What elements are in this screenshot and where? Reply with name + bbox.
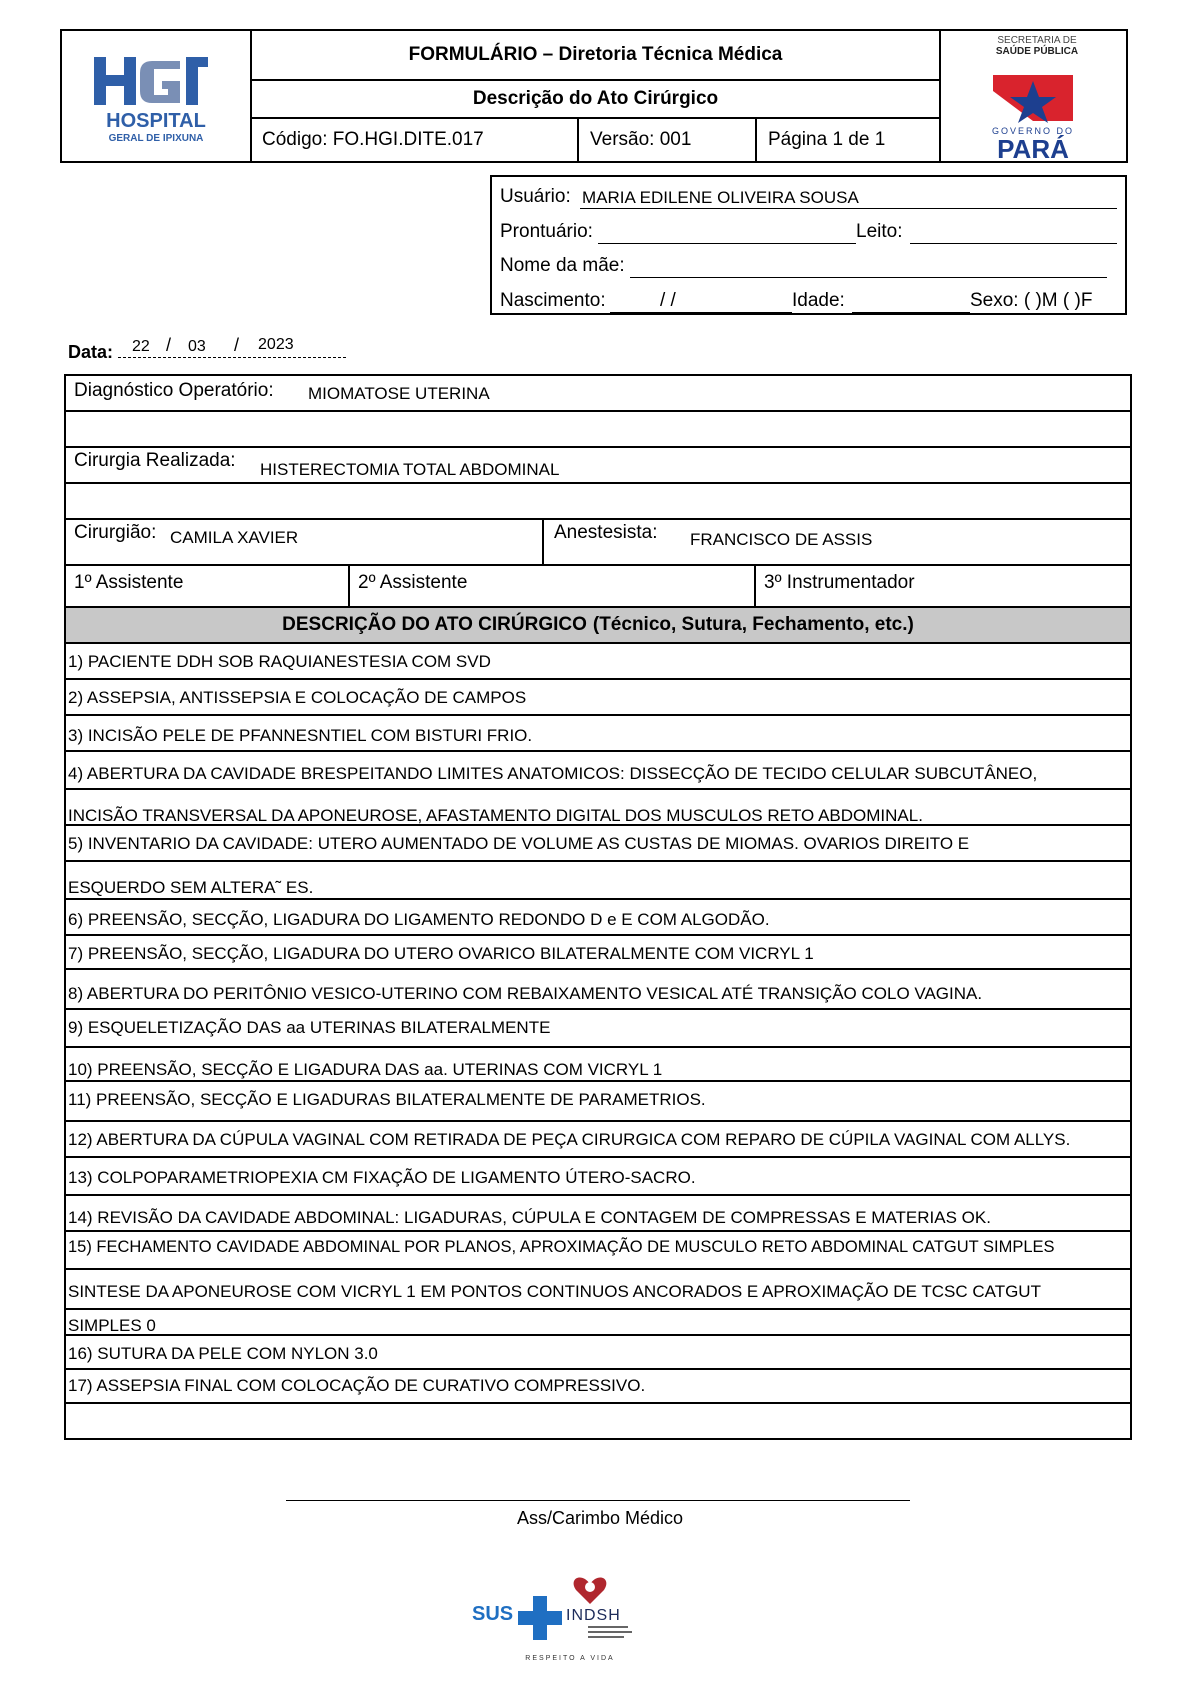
form-version: Versão: 001 [590,129,692,150]
assistentes-row [66,566,1130,608]
svg-text:SECRETARIA DE: SECRETARIA DE [997,35,1077,46]
step-row [66,1232,1130,1270]
instrumentador-label: 3º Instrumentador [764,572,915,593]
step-text: SINTESE DA APONEUROSE COM VICRYL 1 EM PONTOS CONTINUOS ANCORADOS E APROXIMAÇÃO DE TCSC CATGUT [68,1282,1041,1301]
step-row [66,1310,1130,1336]
form-subtitle: Descrição do Ato Cirúrgico [472,88,719,109]
step-text: 15) FECHAMENTO CAVIDADE ABDOMINAL POR PLANOS, APROXIMAÇÃO DE MUSCULO RETO ABDOMINAL CATGUT SIMPLES [68,1238,1055,1256]
svg-text:SAÚDE PÚBLICA: SAÚDE PÚBLICA [995,46,1079,57]
step-text: 17) ASSEPSIA FINAL COM COLOCAÇÃO DE CURATIVO COMPRESSIVO. [68,1376,646,1395]
step-text: 16) SUTURA DA PELE COM NYLON 3.0 [68,1344,378,1363]
step-row [66,1048,1130,1082]
date-label: Data: [68,342,114,362]
step-row [66,752,1130,790]
step-text: 2) ASSEPSIA, ANTISSEPSIA E COLOCAÇÃO DE CAMPOS [68,688,527,707]
svg-text:HOSPITAL: HOSPITAL [106,110,206,132]
cirurgiao-label: Cirurgião: [74,522,157,543]
blank-row [66,484,1130,520]
svg-text:SUS: SUS [472,1603,514,1625]
diagnostico-value: MIOMATOSE UTERINA [308,384,490,403]
step-row [66,936,1130,970]
step-row [66,1010,1130,1048]
step-text: 7) PREENSÃO, SECÇÃO, LIGADURA DO UTERO OVARICO BILATERALMENTE COM VICRYL 1 [68,944,814,963]
step-text: 9) ESQUELETIZAÇÃO DAS aa UTERINAS BILATERALMENTE [68,1018,551,1037]
step-row [66,862,1130,900]
svg-text:GERAL DE IPIXUNA: GERAL DE IPIXUNA [108,133,204,144]
step-text: 4) ABERTURA DA CAVIDADE BRESPEITANDO LIMITES ANATOMICOS: DISSECÇÃO DE TECIDO CELULAR SUBCUTÂNEO, [68,764,1038,783]
date-year: 2023 [258,336,294,353]
step-row [66,900,1130,936]
idade-label: Idade: [792,290,845,311]
sexo-label: Sexo: ( )M ( )F [970,290,1093,311]
step-text: 3) INCISÃO PELE DE PFANNESNTIEL COM BISTURI FRIO. [68,726,533,745]
leito-label: Leito: [856,221,903,242]
step-row [66,970,1130,1010]
cirurgia-row [66,448,1130,484]
signature-line [286,1500,910,1501]
step-text: ESQUERDO SEM ALTERA˜ ES. [68,878,314,897]
step-text: 10) PREENSÃO, SECÇÃO E LIGADURA DAS aa. UTERINAS COM VICRYL 1 [68,1060,663,1079]
hgi-logo [62,31,250,161]
svg-text:RESPEITO A VIDA: RESPEITO A VIDA [525,1655,615,1662]
step-row [66,790,1130,826]
surgery-form-table [64,374,1132,1440]
date-day: 22 [132,338,150,355]
step-row [66,680,1130,716]
diagnostico-label: Diagnóstico Operatório: [74,380,274,401]
form-page: Página 1 de 1 [768,129,886,150]
step-row [66,1196,1130,1232]
assistente-1-label: 1º Assistente [74,572,184,593]
usuario-label: Usuário: [500,186,571,207]
nascimento-separators: / / [660,290,676,311]
cirurgia-value: HISTERECTOMIA TOTAL ABDOMINAL [260,460,560,479]
step-text: 11) PREENSÃO, SECÇÃO E LIGADURAS BILATERALMENTE DE PARAMETRIOS. [68,1090,706,1109]
step-row [66,1370,1130,1404]
form-title: FORMULÁRIO – Diretoria Técnica Médica [408,44,783,65]
step-row [66,716,1130,752]
step-row [66,1122,1130,1158]
step-text: 12) ABERTURA DA CÚPULA VAGINAL COM RETIRADA DE PEÇA CIRURGICA COM REPARO DE CÚPILA VAGINAL COM ALLYS. [68,1130,1071,1149]
nascimento-label: Nascimento: [500,290,606,311]
step-text: 1) PACIENTE DDH SOB RAQUIANESTESIA COM SVD [68,652,491,671]
step-row [66,1336,1130,1370]
step-text: SIMPLES 0 [68,1316,156,1335]
step-row [66,644,1130,680]
descricao-title: DESCRIÇÃO DO ATO CIRÚRGICO [282,614,587,635]
cirurgiao-value: CAMILA XAVIER [170,528,299,547]
patient-info-box [490,175,1127,315]
descricao-subtitle: (Técnico, Sutura, Fechamento, etc.) [592,614,914,635]
step-text: 6) PREENSÃO, SECÇÃO, LIGADURA DO LIGAMENTO REDONDO D e E COM ALGODÃO. [68,910,770,929]
blank-row [66,412,1130,448]
svg-text:GOVERNO DO: GOVERNO DO [991,126,1075,136]
step-row [66,1270,1130,1310]
sus-indsh-logo [470,1570,670,1670]
blank-row [66,1404,1130,1438]
step-text: 8) ABERTURA DO PERITÔNIO VESICO-UTERINO COM REBAIXAMENTO VESICAL ATÉ TRANSIÇÃO COLO VAGINA. [68,984,983,1003]
usuario-value: MARIA EDILENE OLIVEIRA SOUSA [582,188,859,207]
svg-text:INDSH: INDSH [566,1607,621,1624]
form-code: Código: FO.HGI.DITE.017 [262,129,484,150]
governo-para-logo [941,31,1126,161]
anestesista-label: Anestesista: [554,522,658,543]
assistente-2-label: 2º Assistente [358,572,468,593]
step-text: 13) COLPOPARAMETRIOPEXIA CM FIXAÇÃO DE LIGAMENTO ÚTERO-SACRO. [68,1168,696,1187]
diagnostico-row [66,376,1130,412]
step-row [66,1158,1130,1196]
step-text: 5) INVENTARIO DA CAVIDADE: UTERO AUMENTADO DE VOLUME AS CUSTAS DE MIOMAS. OVARIOS DIREITO E [68,834,970,853]
document-header [60,29,1128,163]
cirurgia-label: Cirurgia Realizada: [74,450,236,471]
anestesista-value: FRANCISCO DE ASSIS [690,530,873,549]
step-row [66,826,1130,862]
signature-label: Ass/Carimbo Médico [516,1508,684,1528]
step-text: INCISÃO TRANSVERSAL DA APONEUROSE, AFASTAMENTO DIGITAL DOS MUSCULOS RETO ABDOMINAL. [68,806,923,825]
step-row [66,1082,1130,1122]
date-month: 03 [188,338,206,355]
date-line: Data: 22 / 03 / 2023 [68,338,346,363]
descricao-header [66,608,1130,644]
nome-mae-label: Nome da mãe: [500,255,625,276]
step-text: 14) REVISÃO DA CAVIDADE ABDOMINAL: LIGADURAS, CÚPULA E CONTAGEM DE COMPRESSAS E MATERIAS OK. [68,1208,991,1227]
cirurgiao-row [66,520,1130,566]
prontuario-label: Prontuário: [500,221,593,242]
svg-text:PARÁ: PARÁ [997,134,1069,161]
